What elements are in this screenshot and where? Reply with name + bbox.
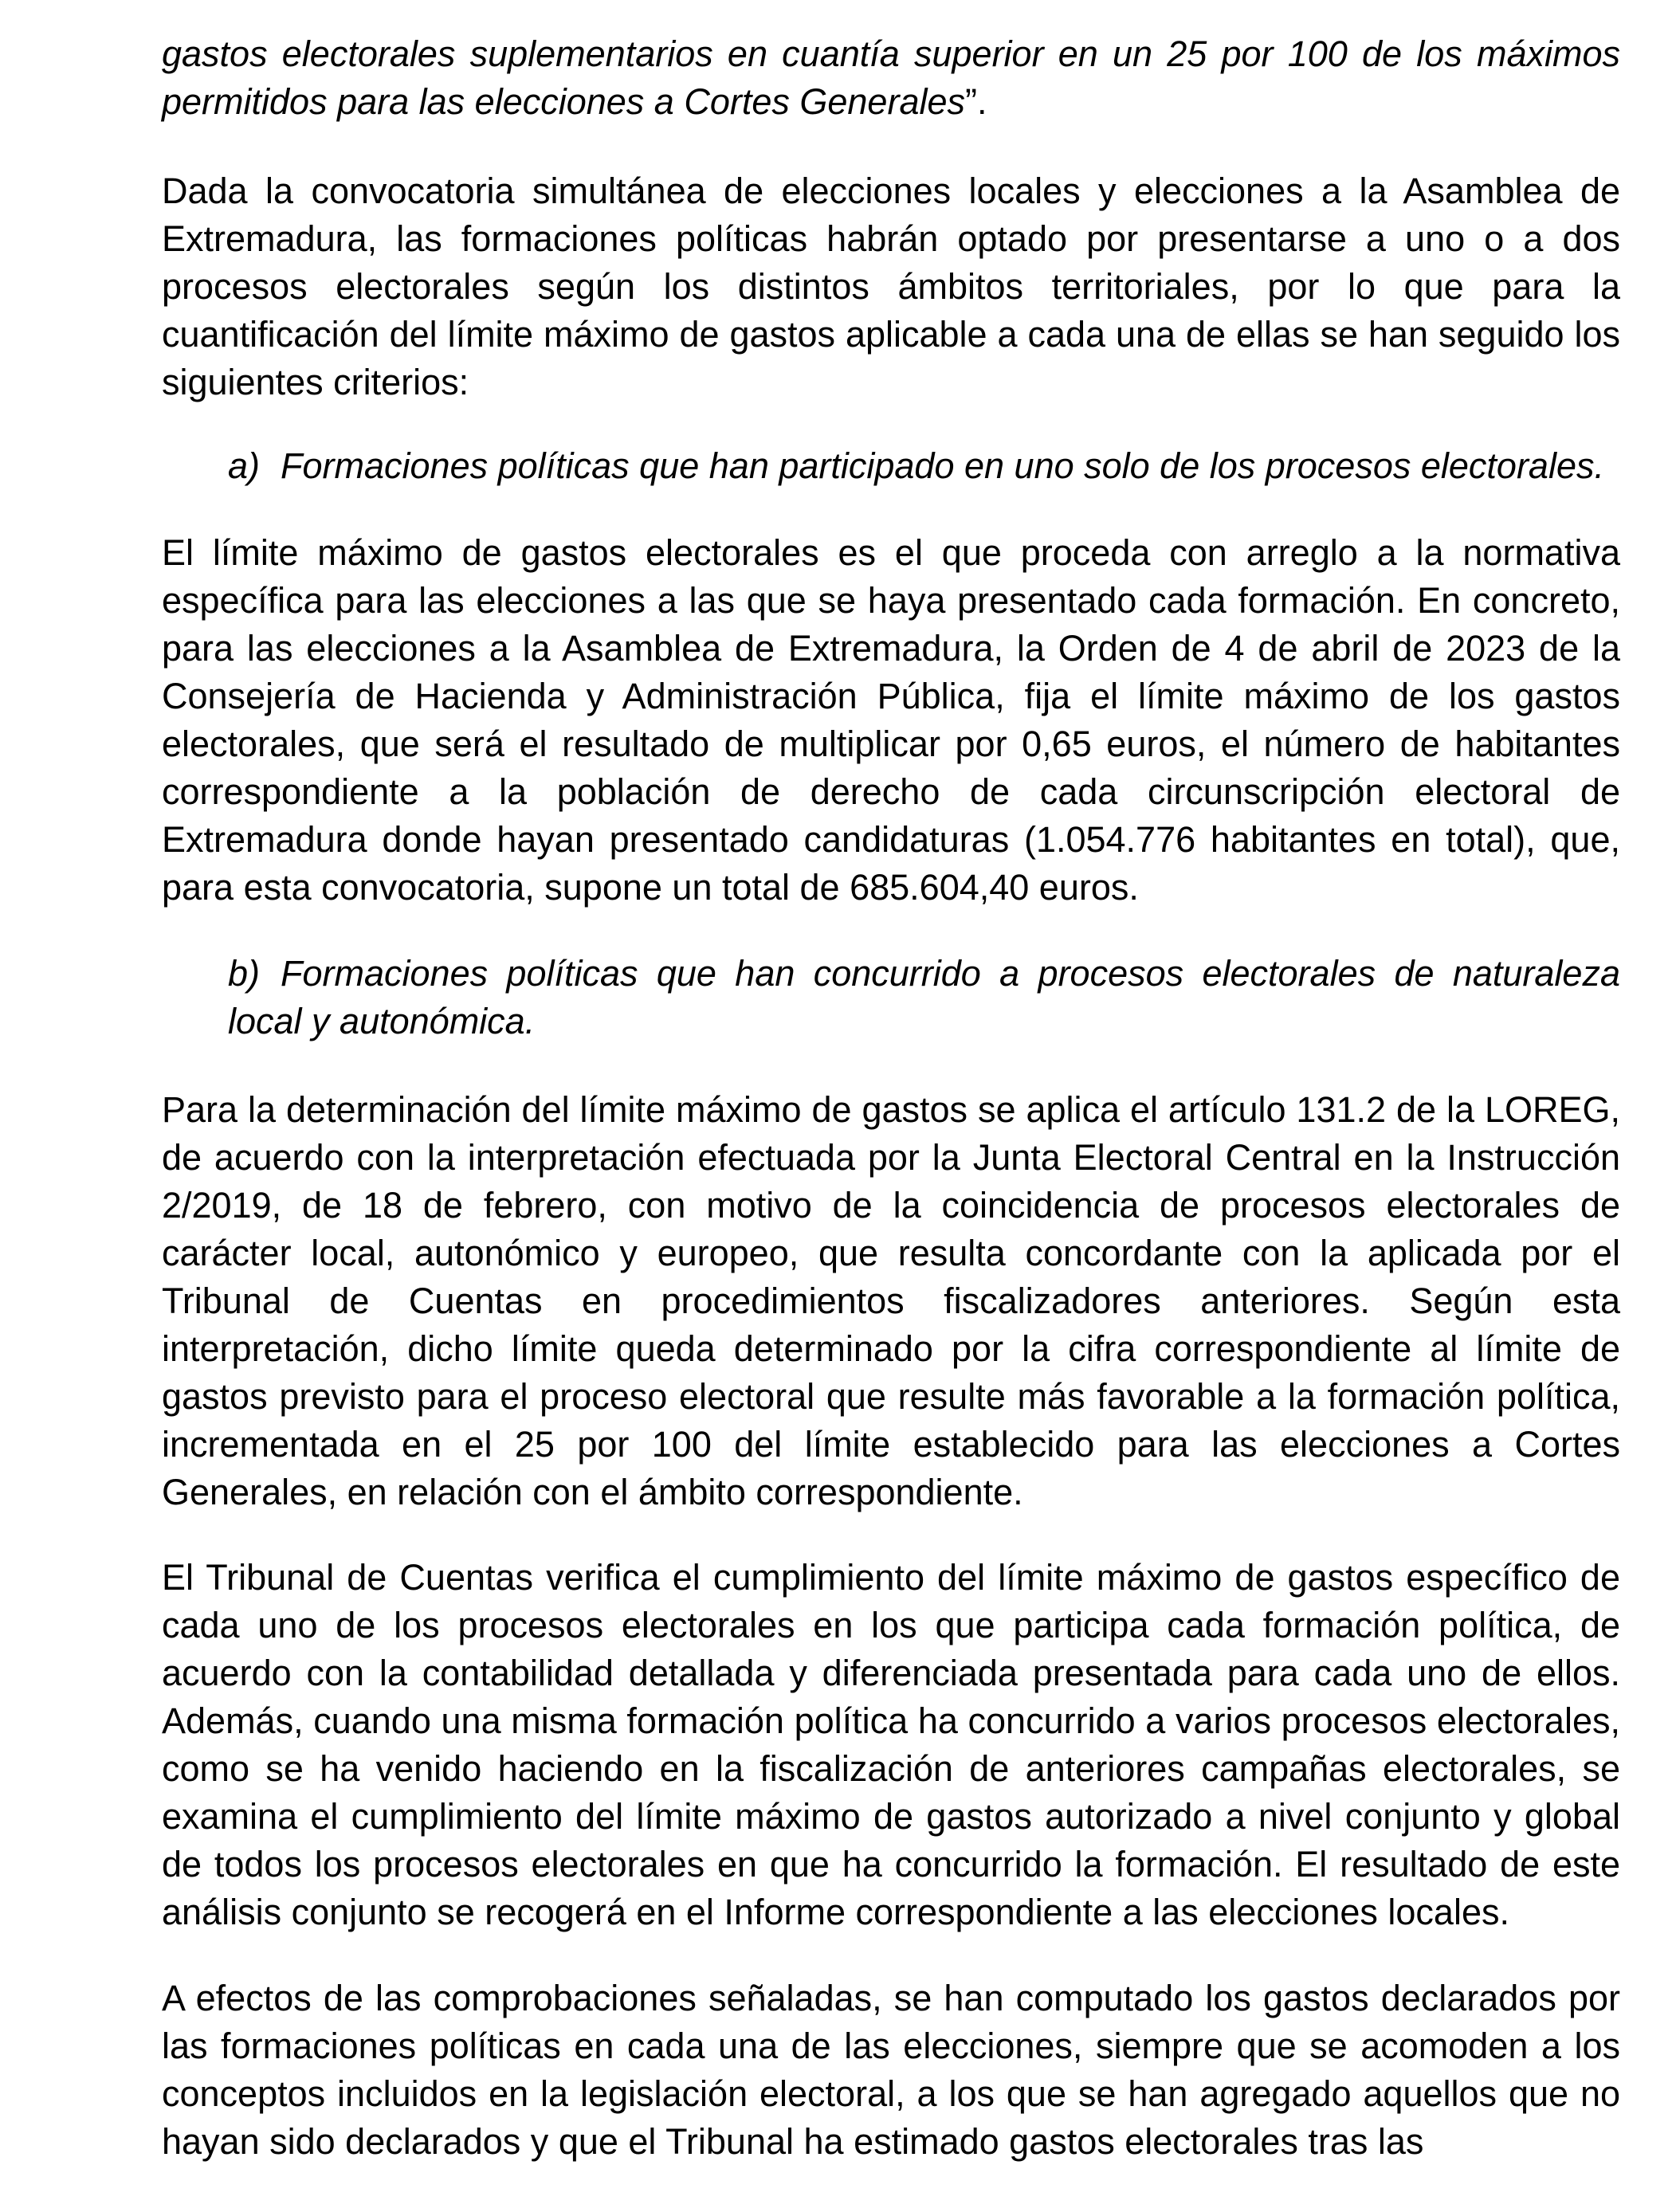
quoted-legal-text: gastos electorales suplementarios en cuantía superior en un 25 por 100 de los máximos permitidos para las elecciones a Cortes Generales xyxy=(162,33,1620,122)
paragraph-limite-maximo: El límite máximo de gastos electorales es el que proceda con arreglo a la normativa específica para las elecciones a las que se haya presentado cada formación. En concreto, para las elecciones a la Asamblea de Extremadura, la Orden de 4 de abril de 2023 de la Consejería de Hacienda y Administración Pública, fija el límite máximo de los gastos electorales, que será el resultado de multiplicar por 0,65 euros, el número de habitantes correspondiente a la población de derecho de cada circunscripción electoral de Extremadura donde hayan presentado candidaturas (1.054.776 habitantes en total), que, para esta convocatoria, supone un total de 685.604,40 euros. xyxy=(162,532,1620,908)
continuation-paragraph xyxy=(162,30,1620,126)
closing-quote: ”. xyxy=(965,81,987,122)
criterion-b-marker: b) xyxy=(228,953,261,994)
paragraph-convocatoria: Dada la convocatoria simultánea de elecciones locales y elecciones a la Asamblea de Extremadura, las formaciones políticas habrán optado por presentarse a uno o a dos procesos electorales según los distintos ámbitos territoriales, por lo que para la cuantificación del límite máximo de gastos aplicable a cada una de ellas se han seguido los siguientes criterios: xyxy=(162,171,1620,402)
criterion-b-text: Formaciones políticas que han concurrido a procesos electorales de naturaleza local y autonómica. xyxy=(228,953,1620,1041)
paragraph-determinacion: Para la determinación del límite máximo de gastos se aplica el artículo 131.2 de la LOREG, de acuerdo con la interpretación efectuada por la Junta Electoral Central en la Instrucción 2/2019, de 18 de febrero, con motivo de la coincidencia de procesos electorales de carácter local, autonómico y europeo, que resulta concordante con la aplicada por el Tribunal de Cuentas en procedimientos fiscalizadores anteriores. Según esta interpretación, dicho límite queda determinado por la cifra correspondiente al límite de gastos previsto para el proceso electoral que resulte más favorable a la formación política, incrementada en el 25 por 100 del límite establecido para las elecciones a Cortes Generales, en relación con el ámbito correspondiente. xyxy=(162,1089,1620,1512)
criterion-a-marker: a) xyxy=(228,445,261,486)
paragraph-tribunal: El Tribunal de Cuentas verifica el cumplimiento del límite máximo de gastos específico de cada uno de los procesos electorales en los que participa cada formación política, de acuerdo con la contabilidad detallada y diferenciada presentada para cada uno de ellos. Además, cuando una misma formación política ha concurrido a varios procesos electorales, como se ha venido haciendo en la fiscalización de anteriores campañas electorales, se examina el cumplimiento del límite máximo de gastos autorizado a nivel conjunto y global de todos los procesos electorales en que ha concurrido la formación. El resultado de este análisis conjunto se recogerá en el Informe correspondiente a las elecciones locales. xyxy=(162,1557,1620,1932)
criterion-b xyxy=(228,950,1620,1045)
criterion-a xyxy=(228,442,1620,490)
paragraph-efectos: A efectos de las comprobaciones señaladas, se han computado los gastos declarados por las formaciones políticas en cada una de las elecciones, siempre que se acomoden a los conceptos incluidos en la legislación electoral, a los que se han agregado aquellos que no hayan sido declarados y que el Tribunal ha estimado gastos electorales tras las xyxy=(162,1978,1620,2162)
criterion-a-text: Formaciones políticas que han participado en uno solo de los procesos electorales. xyxy=(281,445,1604,486)
